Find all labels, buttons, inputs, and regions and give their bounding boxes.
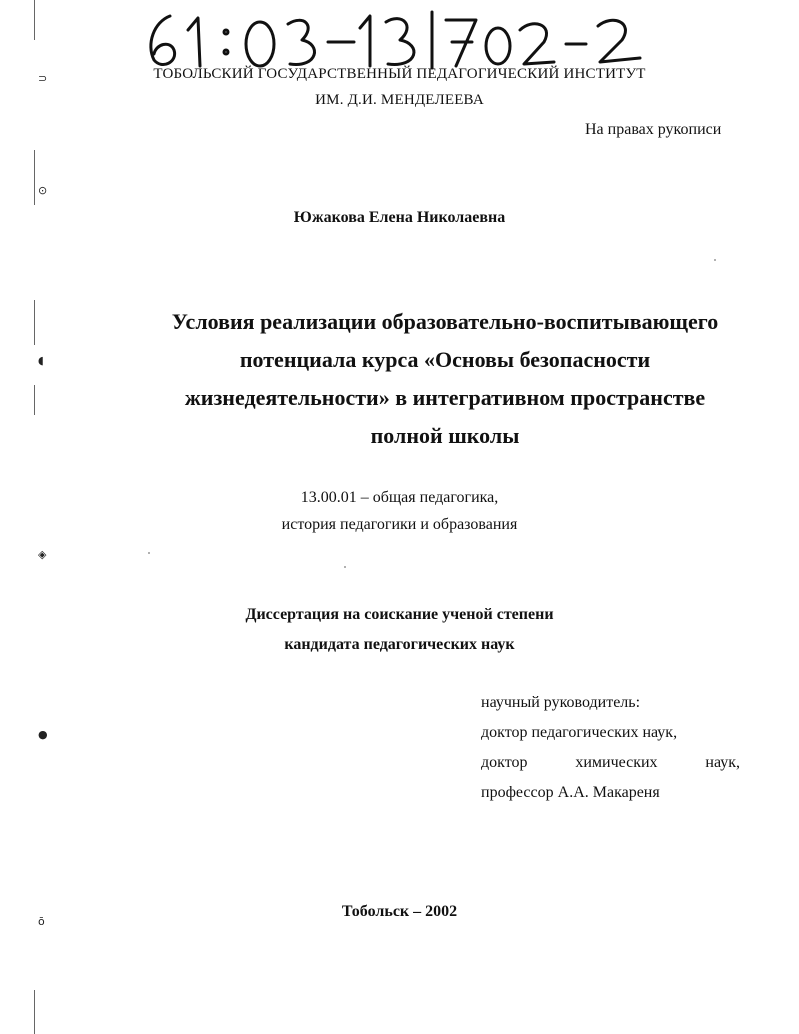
punch-hole-icon: ◖	[38, 354, 44, 367]
scan-edge-line	[34, 385, 35, 415]
title-line: полной школы	[370, 423, 520, 448]
scan-speck	[714, 259, 716, 261]
scan-edge-line	[34, 150, 35, 205]
scan-speck	[344, 566, 346, 568]
title-line: потенциала курса «Основы безопасности	[239, 347, 651, 372]
advisor-word: доктор	[481, 754, 528, 771]
author-name: Южакова Елена Николаевна	[293, 209, 506, 226]
institute-name: ТОБОЛЬСКИЙ ГОСУДАРСТВЕННЫЙ ПЕДАГОГИЧЕСКИЙ ИНСТИТУТ	[153, 66, 646, 82]
institute-namesake: ИМ. Д.И. МЕНДЕЛЕЕВА	[315, 92, 484, 108]
advisor-word: наук,	[705, 754, 740, 771]
advisor-label: научный руководитель:	[481, 694, 641, 711]
punch-hole-icon: ⊙	[38, 184, 48, 197]
punch-hole-icon: ◈	[38, 548, 47, 561]
degree-line: кандидата педагогических наук	[284, 636, 515, 653]
scan-edge-line	[34, 990, 35, 1034]
rights-notice: На правах рукописи	[585, 121, 722, 138]
punch-hole-icon: ō	[38, 915, 45, 928]
title-line: жизнедеятельности» в интегративном пространстве	[184, 385, 706, 410]
specialty-code: 13.00.01 – общая педагогика,	[300, 489, 499, 506]
title-line: Условия реализации образовательно-воспитывающего	[171, 309, 719, 334]
scan-speck	[148, 552, 150, 554]
scan-edge-line	[34, 300, 35, 345]
advisor-degree: доктор педагогических наук,	[481, 724, 678, 741]
specialty-name: история педагогики и образования	[281, 516, 518, 533]
city-year: Тобольск – 2002	[341, 903, 458, 920]
advisor-degree-2	[481, 754, 740, 772]
degree-line: Диссертация на соискание ученой степени	[245, 606, 554, 623]
punch-hole-icon: ⊃	[38, 72, 48, 85]
advisor-name: профессор А.А. Макареня	[481, 784, 660, 801]
advisor-word: химических	[575, 754, 658, 771]
dissertation-title	[150, 303, 740, 455]
handwritten-archive-code	[140, 8, 660, 70]
scan-edge-line	[34, 0, 35, 40]
punch-hole-icon: ●	[38, 728, 48, 741]
